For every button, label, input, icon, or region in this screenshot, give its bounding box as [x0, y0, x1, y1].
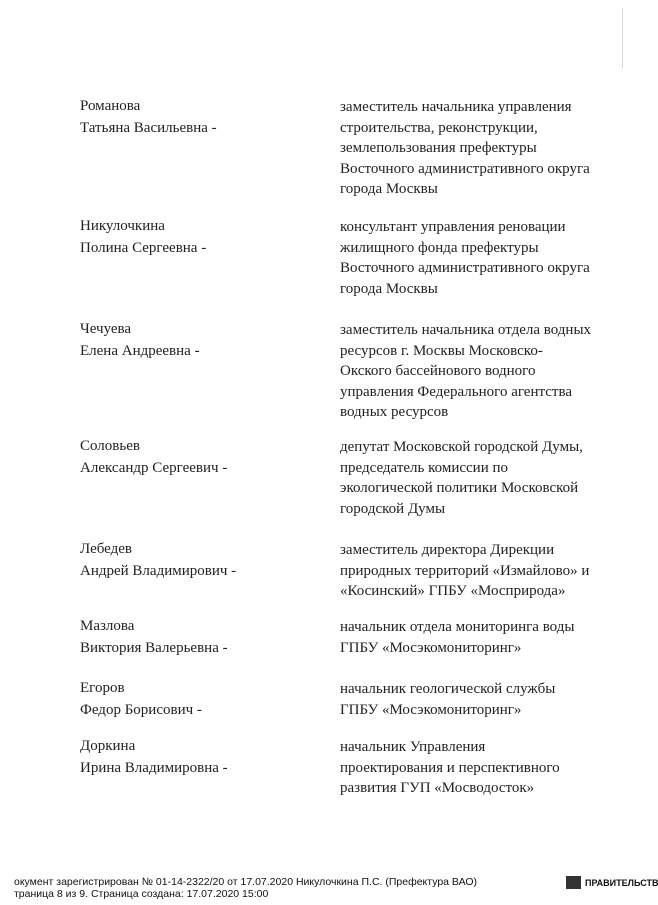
- position-line: городской Думы: [340, 500, 446, 517]
- position-line: начальник Управления: [340, 739, 486, 755]
- member-name-block: [80, 677, 320, 721]
- registration-footer: [0, 876, 658, 905]
- member-surname: Мазлова: [80, 618, 135, 634]
- position-line: управления Федерального агентства: [340, 383, 572, 400]
- member-surname: Романова: [80, 98, 141, 114]
- position-line: председатель комиссии по: [340, 459, 509, 476]
- member-given-names: Ирина Владимировна -: [80, 760, 228, 776]
- position-line: города Москвы: [340, 181, 438, 197]
- member-surname: Чечуева: [80, 321, 132, 337]
- position-line: водных ресурсов: [340, 404, 449, 420]
- position-line: строительства, реконструкции,: [340, 119, 538, 136]
- member-given-names: Полина Сергеевна -: [80, 240, 207, 256]
- position-line: заместитель начальника управления: [340, 99, 572, 115]
- position-line: ресурсов г. Москвы Московско-: [340, 342, 543, 359]
- position-line: проектирования и перспективного: [340, 759, 560, 776]
- position-line: жилищного фонда префектуры: [340, 239, 539, 256]
- member-surname: Никулочкина: [80, 218, 165, 234]
- member-position: [340, 540, 595, 602]
- position-line: начальник геологической службы: [340, 681, 556, 697]
- member-surname: Лебедев: [80, 541, 132, 557]
- position-line: «Косинский» ГПБУ «Мосприрода»: [340, 583, 566, 599]
- member-position: [340, 320, 595, 423]
- member-position: [340, 617, 595, 658]
- position-line: консультант управления реновации: [340, 219, 566, 235]
- page-info-note: траница 8 из 9. Страница создана: 17.07.2020 15:00: [14, 888, 269, 900]
- position-line: города Москвы: [340, 280, 438, 297]
- member-position: [340, 737, 595, 799]
- position-line: развития ГУП «Мосводосток»: [340, 780, 535, 796]
- member-given-names: Федор Борисович -: [80, 702, 202, 718]
- member-given-names: Александр Сергеевич -: [80, 460, 228, 476]
- position-line: ГПБУ «Мосэкомониторинг»: [340, 639, 522, 656]
- member-name-block: [80, 95, 320, 139]
- position-line: Окского бассейнового водного: [340, 363, 536, 379]
- member-given-names: Андрей Владимирович -: [80, 563, 237, 579]
- position-line: Восточного административного округа: [340, 160, 590, 177]
- member-surname: Егоров: [80, 680, 125, 696]
- position-line: землепользования префектуры: [340, 140, 537, 156]
- member-surname: Доркина: [80, 738, 136, 754]
- member-given-names: Татьяна Васильевна -: [80, 120, 217, 136]
- scan-edge-mark: [622, 8, 623, 68]
- member-name-block: [80, 538, 320, 582]
- position-line: ГПБУ «Мосэкомониторинг»: [340, 701, 522, 718]
- position-line: природных территорий «Измайлово» и: [340, 562, 590, 579]
- member-given-names: Елена Андреевна -: [80, 343, 200, 359]
- member-surname: Соловьев: [80, 438, 140, 454]
- member-name-block: [80, 735, 320, 779]
- registration-note: окумент зарегистрирован № 01-14-2322/20 от 17.07.2020 Никулочкина П.С. (Префектура ВАО): [14, 876, 478, 888]
- position-line: экологической политики Московской: [340, 480, 579, 496]
- position-line: заместитель директора Дирекции: [340, 542, 555, 558]
- member-name-block: [80, 318, 320, 362]
- member-position: [340, 217, 595, 299]
- government-logo-text: ПРАВИТЕЛЬСТВ: [585, 878, 658, 888]
- member-name-block: [80, 615, 320, 659]
- member-given-names: Виктория Валерьевна -: [80, 640, 228, 656]
- position-line: начальник отдела мониторинга воды: [340, 619, 575, 635]
- government-logo-icon: [566, 876, 581, 889]
- member-position: [340, 437, 595, 519]
- member-name-block: [80, 215, 320, 259]
- member-name-block: [80, 435, 320, 479]
- position-line: заместитель начальника отдела водных: [340, 322, 592, 338]
- member-position: [340, 679, 595, 720]
- position-line: депутат Московской городской Думы,: [340, 439, 583, 455]
- member-position: [340, 97, 595, 200]
- position-line: Восточного административного округа: [340, 260, 590, 276]
